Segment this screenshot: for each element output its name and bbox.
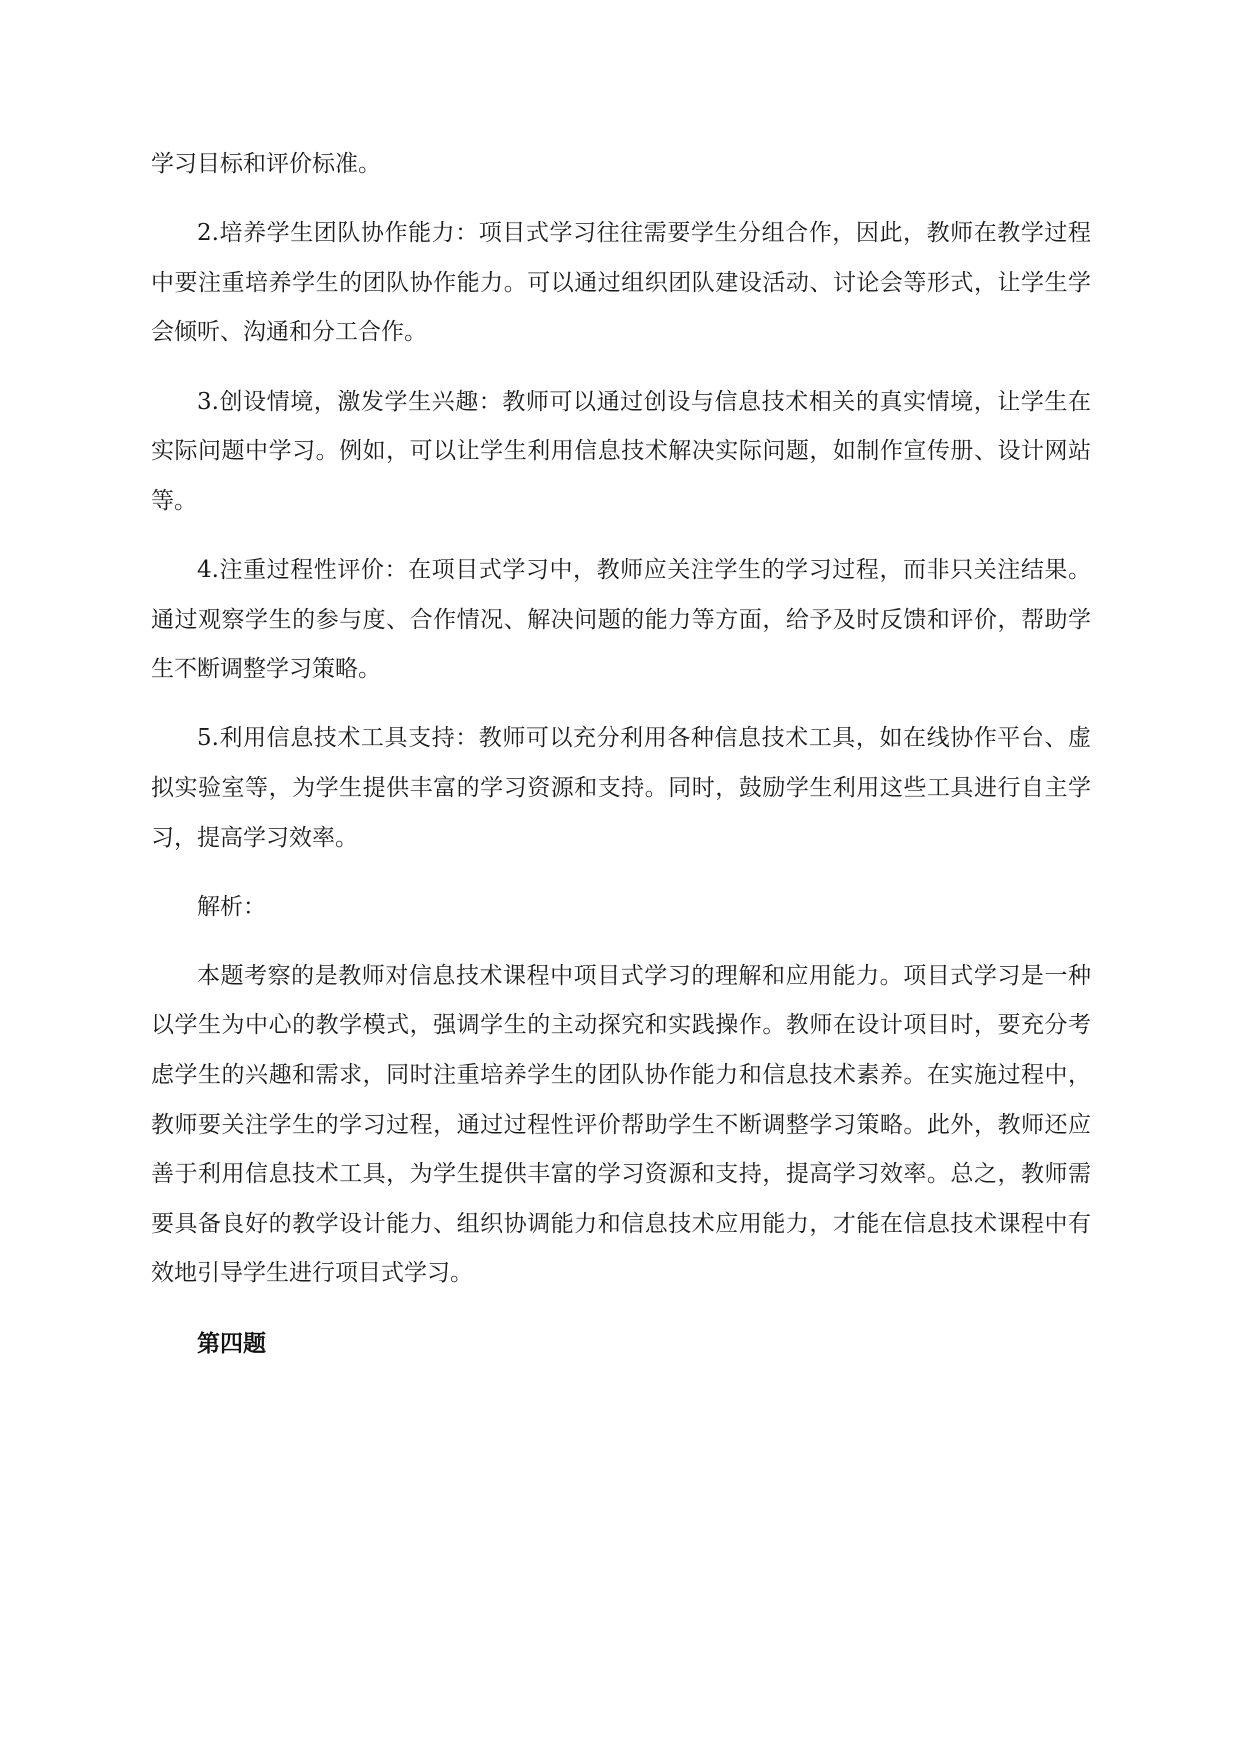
document-body (151, 140, 1091, 1364)
paragraph-continuation: 学习目标和评价标准。 (151, 151, 381, 177)
section-heading: 第四题 (197, 1331, 266, 1358)
analysis-label: 解析： (197, 893, 266, 920)
paragraph-point-5: 5.利用信息技术工具支持：教师可以充分利用各种信息技术工具，如在线协作平台、虚拟实验室等，为学生提供丰富的学习资源和支持。同时，鼓励学生利用这些工具进行自主学习，提高学习效率。 (151, 725, 1091, 851)
paragraph-point-4: 4.注重过程性评价：在项目式学习中，教师应关注学生的学习过程，而非只关注结果。通过观察学生的参与度、合作情况、解决问题的能力等方面，给予及时反馈和评价，帮助学生不断调整学习策略。 (151, 556, 1091, 683)
paragraph-point-3: 3.创设情境，激发学生兴趣：教师可以通过创设与信息技术相关的真实情境，让学生在实际问题中学习。例如，可以让学生利用信息技术解决实际问题，如制作宣传册、设计网站等。 (151, 388, 1091, 514)
paragraph-point-2: 2.培养学生团队协作能力：项目式学习往往需要学生分组合作，因此，教师在教学过程中要注重培养学生的团队协作能力。可以通过组织团队建设活动、讨论会等形式，让学生学会倾听、沟通和分工合作。 (151, 220, 1091, 346)
analysis-paragraph: 本题考察的是教师对信息技术课程中项目式学习的理解和应用能力。项目式学习是一种以学生为中心的教学模式，强调学生的主动探究和实践操作。教师在设计项目时，要充分考虑学生的兴趣和需求，同时注重培养学生的团队协作能力和信息技术素养。在实施过程中，教师要关注学生的学习过程，通过过程性评价帮助学生不断调整学习策略。此外，教师还应善于利用信息技术工具，为学生提供丰富的学习资源和支持，提高学习效率。总之，教师需要具备良好的教学设计能力、组织协调能力和信息技术应用能力，才能在信息技术课程中有效地引导学生进行项目式学习。 (151, 962, 1091, 1287)
